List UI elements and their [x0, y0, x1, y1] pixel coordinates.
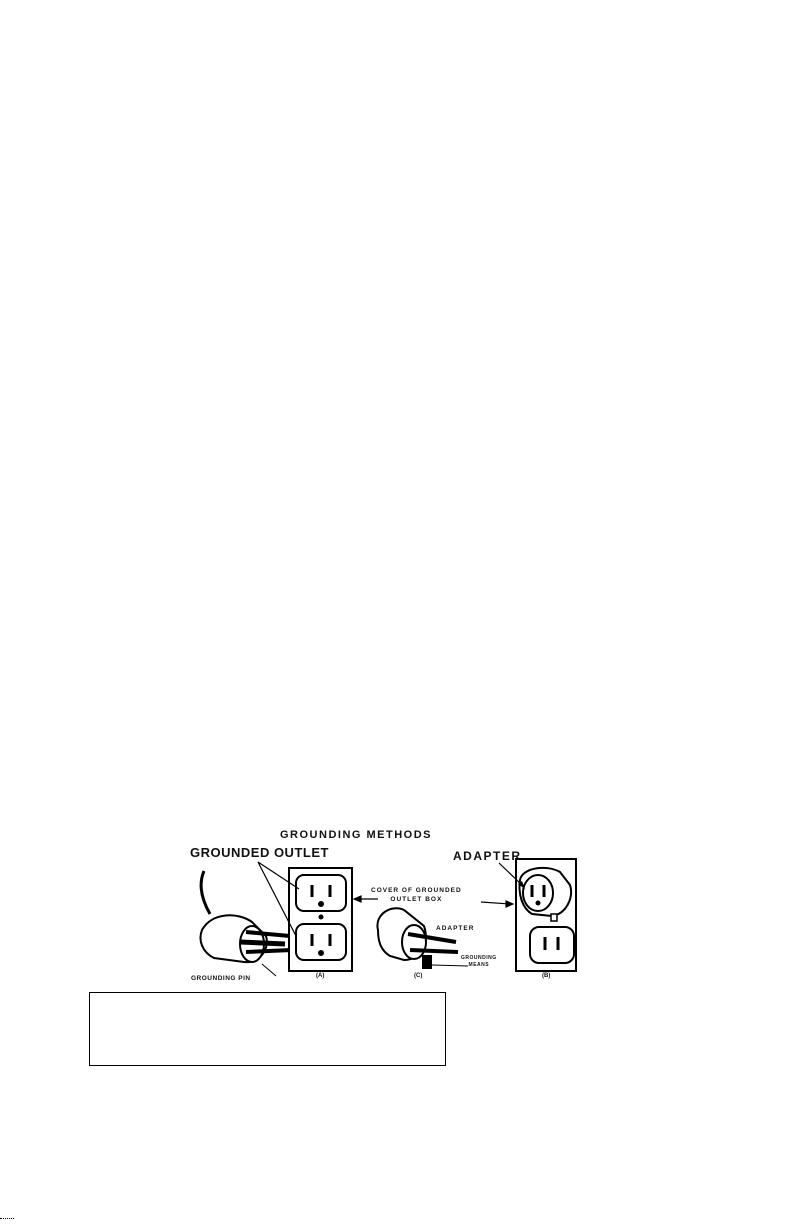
- outlet-with-adapter: [499, 859, 576, 971]
- caption-c: (C): [414, 973, 423, 979]
- grounding-means-line2: MEANS: [468, 962, 490, 968]
- adapter-illustration: [377, 908, 468, 968]
- adapter-face: [402, 925, 426, 959]
- grounding-tab: [423, 956, 431, 968]
- grounding-means-line1: GROUNDING: [461, 955, 497, 961]
- grounding-pin-shape: [240, 942, 285, 944]
- cover-label-line2: OUTLET BOX: [390, 896, 443, 903]
- adapter-label-top: ADAPTER: [453, 849, 522, 863]
- center-screw: [319, 915, 323, 919]
- figure-title: GROUNDING METHODS: [280, 829, 432, 841]
- plug-illustration: [201, 871, 293, 976]
- empty-note-box: [89, 992, 446, 1066]
- cord: [201, 871, 210, 914]
- cover-label: [371, 886, 462, 904]
- prong-2: [246, 950, 292, 952]
- duplex-grounded-outlet: [258, 862, 352, 971]
- grounding-means-label: [461, 955, 497, 969]
- cover-label-line1: COVER OF GROUNDED: [371, 887, 462, 894]
- adapter-label-mid: ADAPTER: [436, 925, 475, 932]
- grounding-pin-leader: [262, 964, 276, 976]
- grounded-outlet-label: GROUNDED OUTLET: [190, 845, 329, 860]
- grounding-pin-label: GROUNDING PIN: [191, 975, 251, 982]
- adapter-prong-2: [410, 950, 458, 952]
- corner-mark: [0, 1218, 14, 1219]
- caption-a: (A): [316, 973, 325, 979]
- caption-b: (B): [542, 973, 551, 979]
